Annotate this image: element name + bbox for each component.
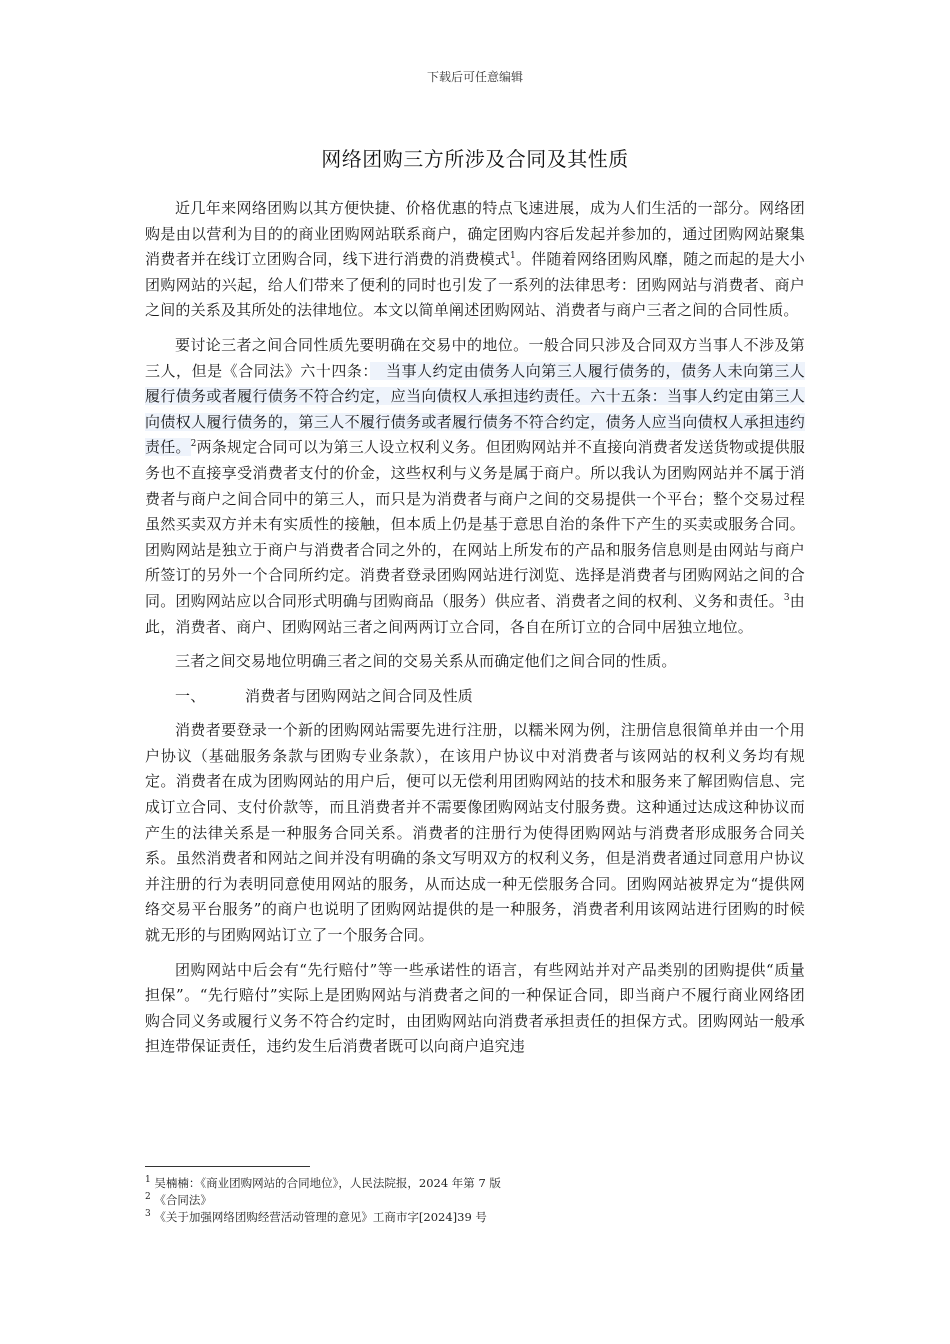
paragraph-guarantee: 团购网站中后会有“先行赔付”等一些承诺性的语言，有些网站并对产品类别的团购提供“质量担保”。“先行赔付”实际上是团购网站与消费者之间的一种保证合同，即当商户不履行商业网络团购合同义务或履行义务不符合约定时，由团购网站向消费者承担责任的担保方式。团购网站一般承担连带保证责任，违约发生后消费者既可以向商户追究违 — [145, 960, 805, 1056]
section-heading — [145, 684, 805, 710]
footnote-ref-2[interactable]: 2 — [190, 439, 197, 450]
footnote-separator — [145, 1166, 310, 1167]
section-number: 一、 — [175, 686, 206, 705]
paragraph-registration: 消费者要登录一个新的团购网站需要先进行注册，以糯米网为例，注册信息很简单并由一个用户协议（基础服务条款与团购专业条款），在该用户协议中对消费者与该网站的权利义务均有规定。消费者在成为团购网站的用户后，便可以无偿利用团购网站的技术和服务来了解团购信息、完成订立合同、支付价款等，而且消费者并不需要像团购网站支付服务费。这种通过达成这种协议而产生的法律关系是一种服务合同关系。消费者的注册行为使得团购网站与消费者形成服务合同关系。虽然消费者和网站之间并没有明确的条文写明双方的权利义务，但是消费者通过同意用户协议并注册的行为表明同意使用网站的服务，从而达成一种无偿服务合同。团购网站被界定为“提供网络交易平台服务”的商户也说明了团购网站提供的是一种服务，消费者利用该网站进行团购的时候就无形的与团购网站订立了一个服务合同。 — [145, 721, 805, 945]
paragraph-text: 。伴随着网络团购风靡，随之而起的是大小团购网站的兴起，给人们带来了便利的同时也引发了一系列的法律思考：团购网站与消费者、商户之间的关系及其所处的法律地位。本文以简单阐述团购网站、消费者与商户三者之间的合同性质。 — [145, 250, 805, 320]
footnote-3 — [145, 1209, 805, 1226]
footnote-ref-1[interactable]: 1 — [510, 251, 516, 262]
document-body — [145, 196, 805, 1069]
footnote-mark: 2 — [145, 1192, 151, 1203]
footnote-text: 《合同法》 — [154, 1193, 212, 1207]
highlighted-quote: 当事人约定由债务人向第三人履行债务的，债务人未向第三人履行债务或者履行债务不符合约定，应当向债权人承担违约责任。六十五条：当事人约定由第三人向债权人履行债务的，第三人不履行债务或者履行债务不符合约定，债务人应当向债权人承担违约责任。 — [145, 361, 805, 457]
footnote-mark: 3 — [145, 1209, 151, 1220]
footnote-mark: 1 — [145, 1175, 151, 1186]
footnote-text: 吴楠楠：《商业团购网站的合同地位》，人民法院报，2024 年第 7 版 — [154, 1176, 501, 1190]
footnote-1 — [145, 1175, 805, 1192]
paragraph-text: 由此，消费者、商户、团购网站三者之间两两订立合同，各自在所订立的合同中居独立地位。 — [145, 591, 806, 636]
paragraph-text: 近几年来网络团购以其方便快捷、价格优惠的特点飞速进展，成为人们生活的一部分。网络团购是由以营利为目的的商业团购网站联系商户，确定团购内容后发起并参加的，通过团购网站聚集消费者并在线订立团购合同，线下进行消费的消费模式 — [145, 199, 805, 269]
footnotes — [145, 1175, 805, 1226]
footnote-2 — [145, 1192, 805, 1209]
footnote-text: 《关于加强网络团购经营活动管理的意见》工商市字[2024]39 号 — [154, 1210, 487, 1224]
paragraph-intro — [145, 196, 805, 324]
paragraph-text: 要讨论三者之间合同性质先要明确在交易中的地位。一般合同只涉及合同双方当事人不涉及第三人，但是《合同法》六十四条： — [145, 335, 805, 380]
section-title: 消费者与团购网站之间合同及性质 — [245, 686, 474, 705]
document-title: 网络团购三方所涉及合同及其性质 — [321, 147, 629, 171]
paragraph-transition: 三者之间交易地位明确三者之间的交易关系从而确定他们之间合同的性质。 — [175, 652, 677, 671]
paragraph-contract-law — [145, 333, 805, 640]
header-note: 下载后可任意编辑 — [426, 70, 523, 84]
paragraph-text: 两条规定合同可以为第三人设立权利义务。但团购网站并不直接向消费者发送货物或提供服务也不直接享受消费者支付的价金，这些权利与义务是属于商户。所以我认为团购网站并不属于消费者与商户之间合同中的第三人，而只是为消费者与商户之间的交易提供一个平台；整个交易过程虽然买卖双方并未有实质性的接触，但本质上仍是基于意思自治的条件下产生的买卖或服务合同。团购网站是独立于商户与消费者合同之外的，在网站上所发布的产品和服务信息则是由网站与商户所签订的另外一个合同所约定。消费者登录团购网站进行浏览、选择是消费者与团购网站之间的合同。团购网站应以合同形式明确与团购商品（服务）供应者、消费者之间的权利、义务和责任。 — [145, 438, 805, 610]
footnote-ref-3[interactable]: 3 — [783, 592, 790, 603]
